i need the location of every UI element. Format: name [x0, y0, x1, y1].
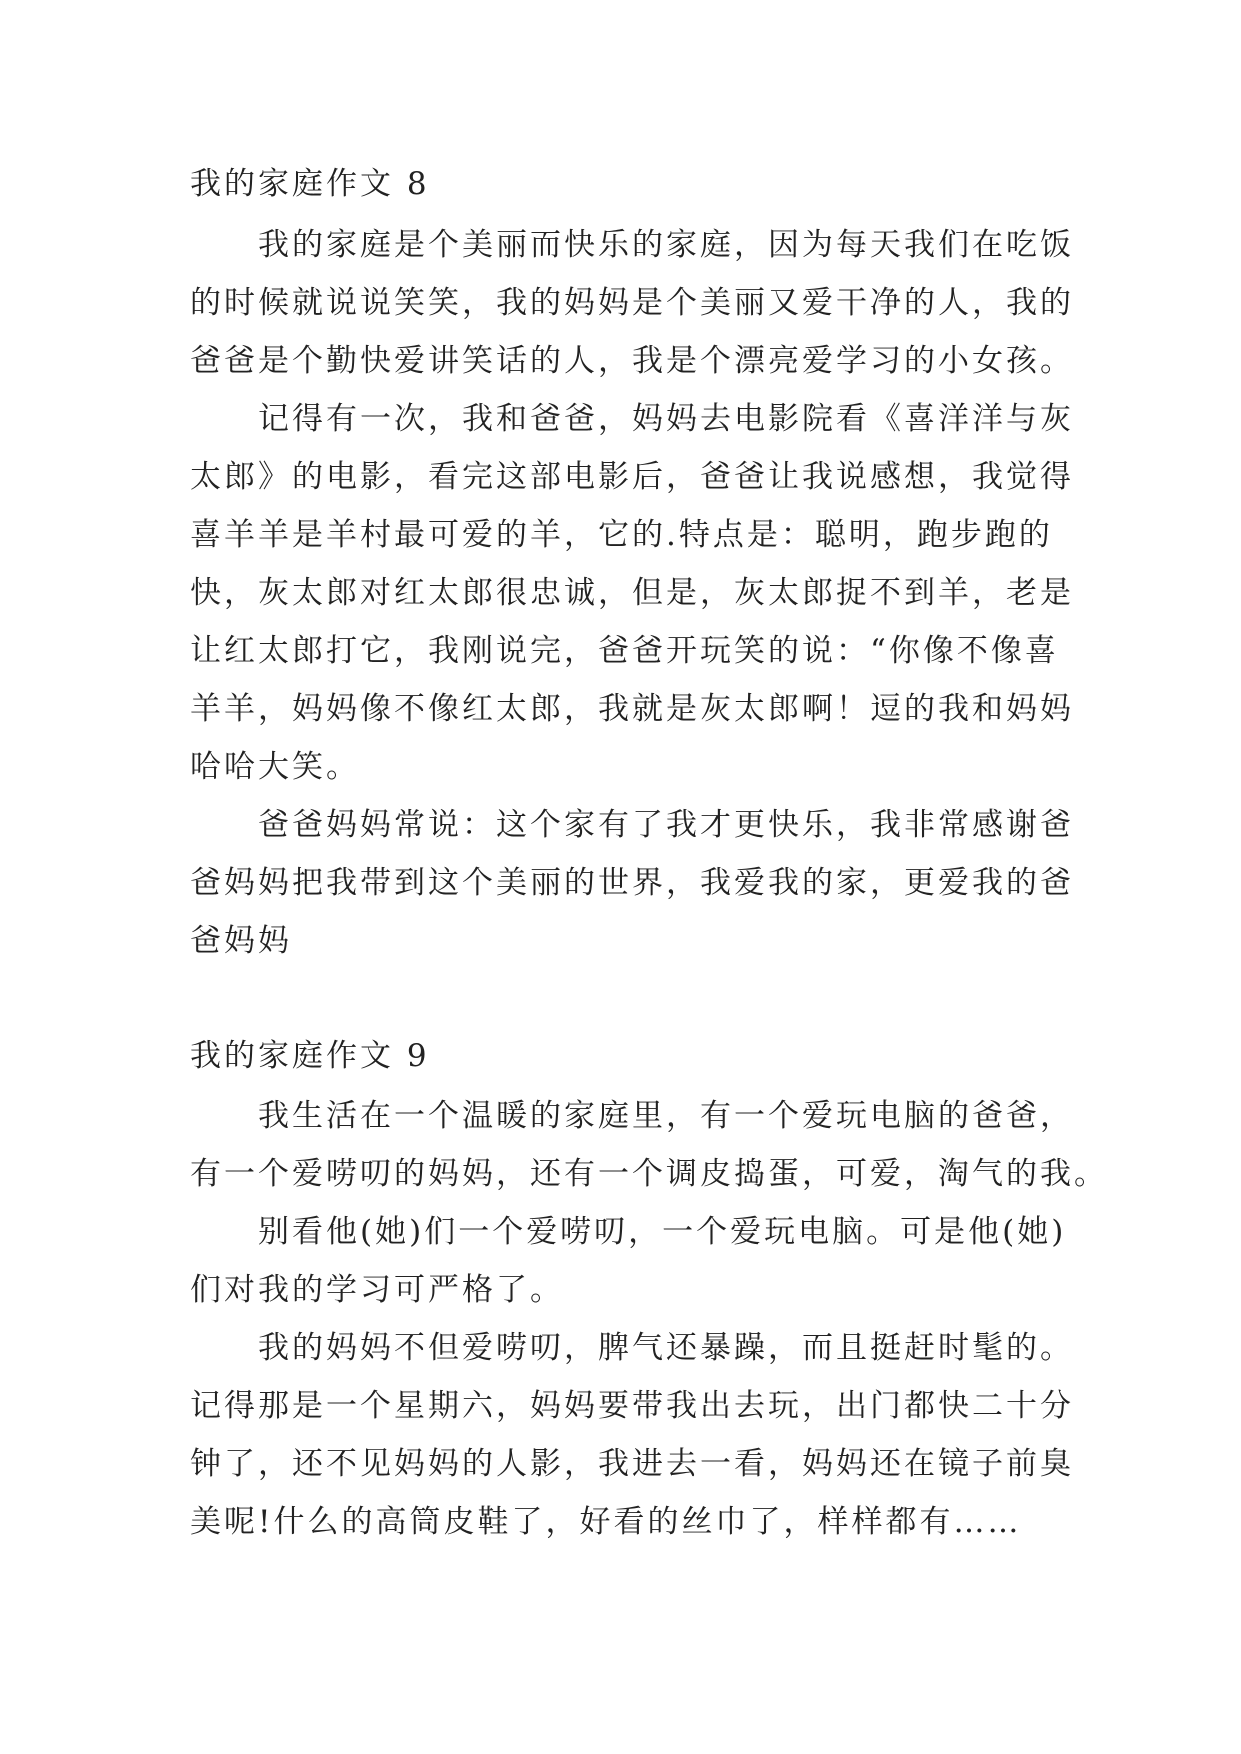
section-title-8: 我的家庭作文 8 — [190, 166, 430, 202]
paragraph-line: 喜羊羊是羊村最可爱的羊，它的.特点是：聪明，跑步跑的 — [190, 517, 1053, 553]
paragraph-line: 羊羊，妈妈像不像红太郎，我就是灰太郎啊！逗的我和妈妈 — [190, 691, 1074, 727]
paragraph-line: 爸爸妈妈常说：这个家有了我才更快乐，我非常感谢爸 — [190, 807, 1074, 843]
paragraph-line: 记得有一次，我和爸爸，妈妈去电影院看《喜洋洋与灰 — [190, 401, 1074, 437]
paragraph-line: 记得那是一个星期六，妈妈要带我出去玩，出门都快二十分 — [190, 1388, 1074, 1424]
paragraph-line: 太郎》的电影，看完这部电影后，爸爸让我说感想，我觉得 — [190, 459, 1074, 495]
paragraph-line: 我的家庭是个美丽而快乐的家庭，因为每天我们在吃饭 — [190, 227, 1074, 263]
paragraph-line: 让红太郎打它，我刚说完，爸爸开玩笑的说：“你像不像喜 — [190, 633, 1059, 669]
paragraph-line: 快，灰太郎对红太郎很忠诚，但是，灰太郎捉不到羊，老是 — [190, 575, 1074, 611]
section-title-9: 我的家庭作文 9 — [190, 1038, 430, 1074]
paragraph-line: 我生活在一个温暖的家庭里，有一个爱玩电脑的爸爸， — [190, 1098, 1074, 1134]
paragraph-line: 我的妈妈不但爱唠叨，脾气还暴躁，而且挺赶时髦的。 — [190, 1330, 1074, 1366]
paragraph-line: 的时候就说说笑笑，我的妈妈是个美丽又爱干净的人，我的 — [190, 285, 1074, 321]
paragraph-line: 爸妈妈把我带到这个美丽的世界，我爱我的家，更爱我的爸 — [190, 865, 1074, 901]
paragraph-line: 爸妈妈 — [190, 923, 292, 959]
paragraph-line: 哈哈大笑。 — [190, 749, 360, 785]
paragraph-line: 美呢!什么的高筒皮鞋了，好看的丝巾了，样样都有…… — [190, 1504, 1022, 1540]
paragraph-line: 们对我的学习可严格了。 — [190, 1272, 564, 1308]
paragraph-line: 有一个爱唠叨的妈妈，还有一个调皮捣蛋，可爱，淘气的我。 — [190, 1156, 1108, 1192]
paragraph-line: 钟了，还不见妈妈的人影，我进去一看，妈妈还在镜子前臭 — [190, 1446, 1074, 1482]
paragraph-line: 爸爸是个勤快爱讲笑话的人，我是个漂亮爱学习的小女孩。 — [190, 343, 1074, 379]
paragraph-line: 别看他(她)们一个爱唠叨，一个爱玩电脑。可是他(她) — [190, 1214, 1067, 1250]
